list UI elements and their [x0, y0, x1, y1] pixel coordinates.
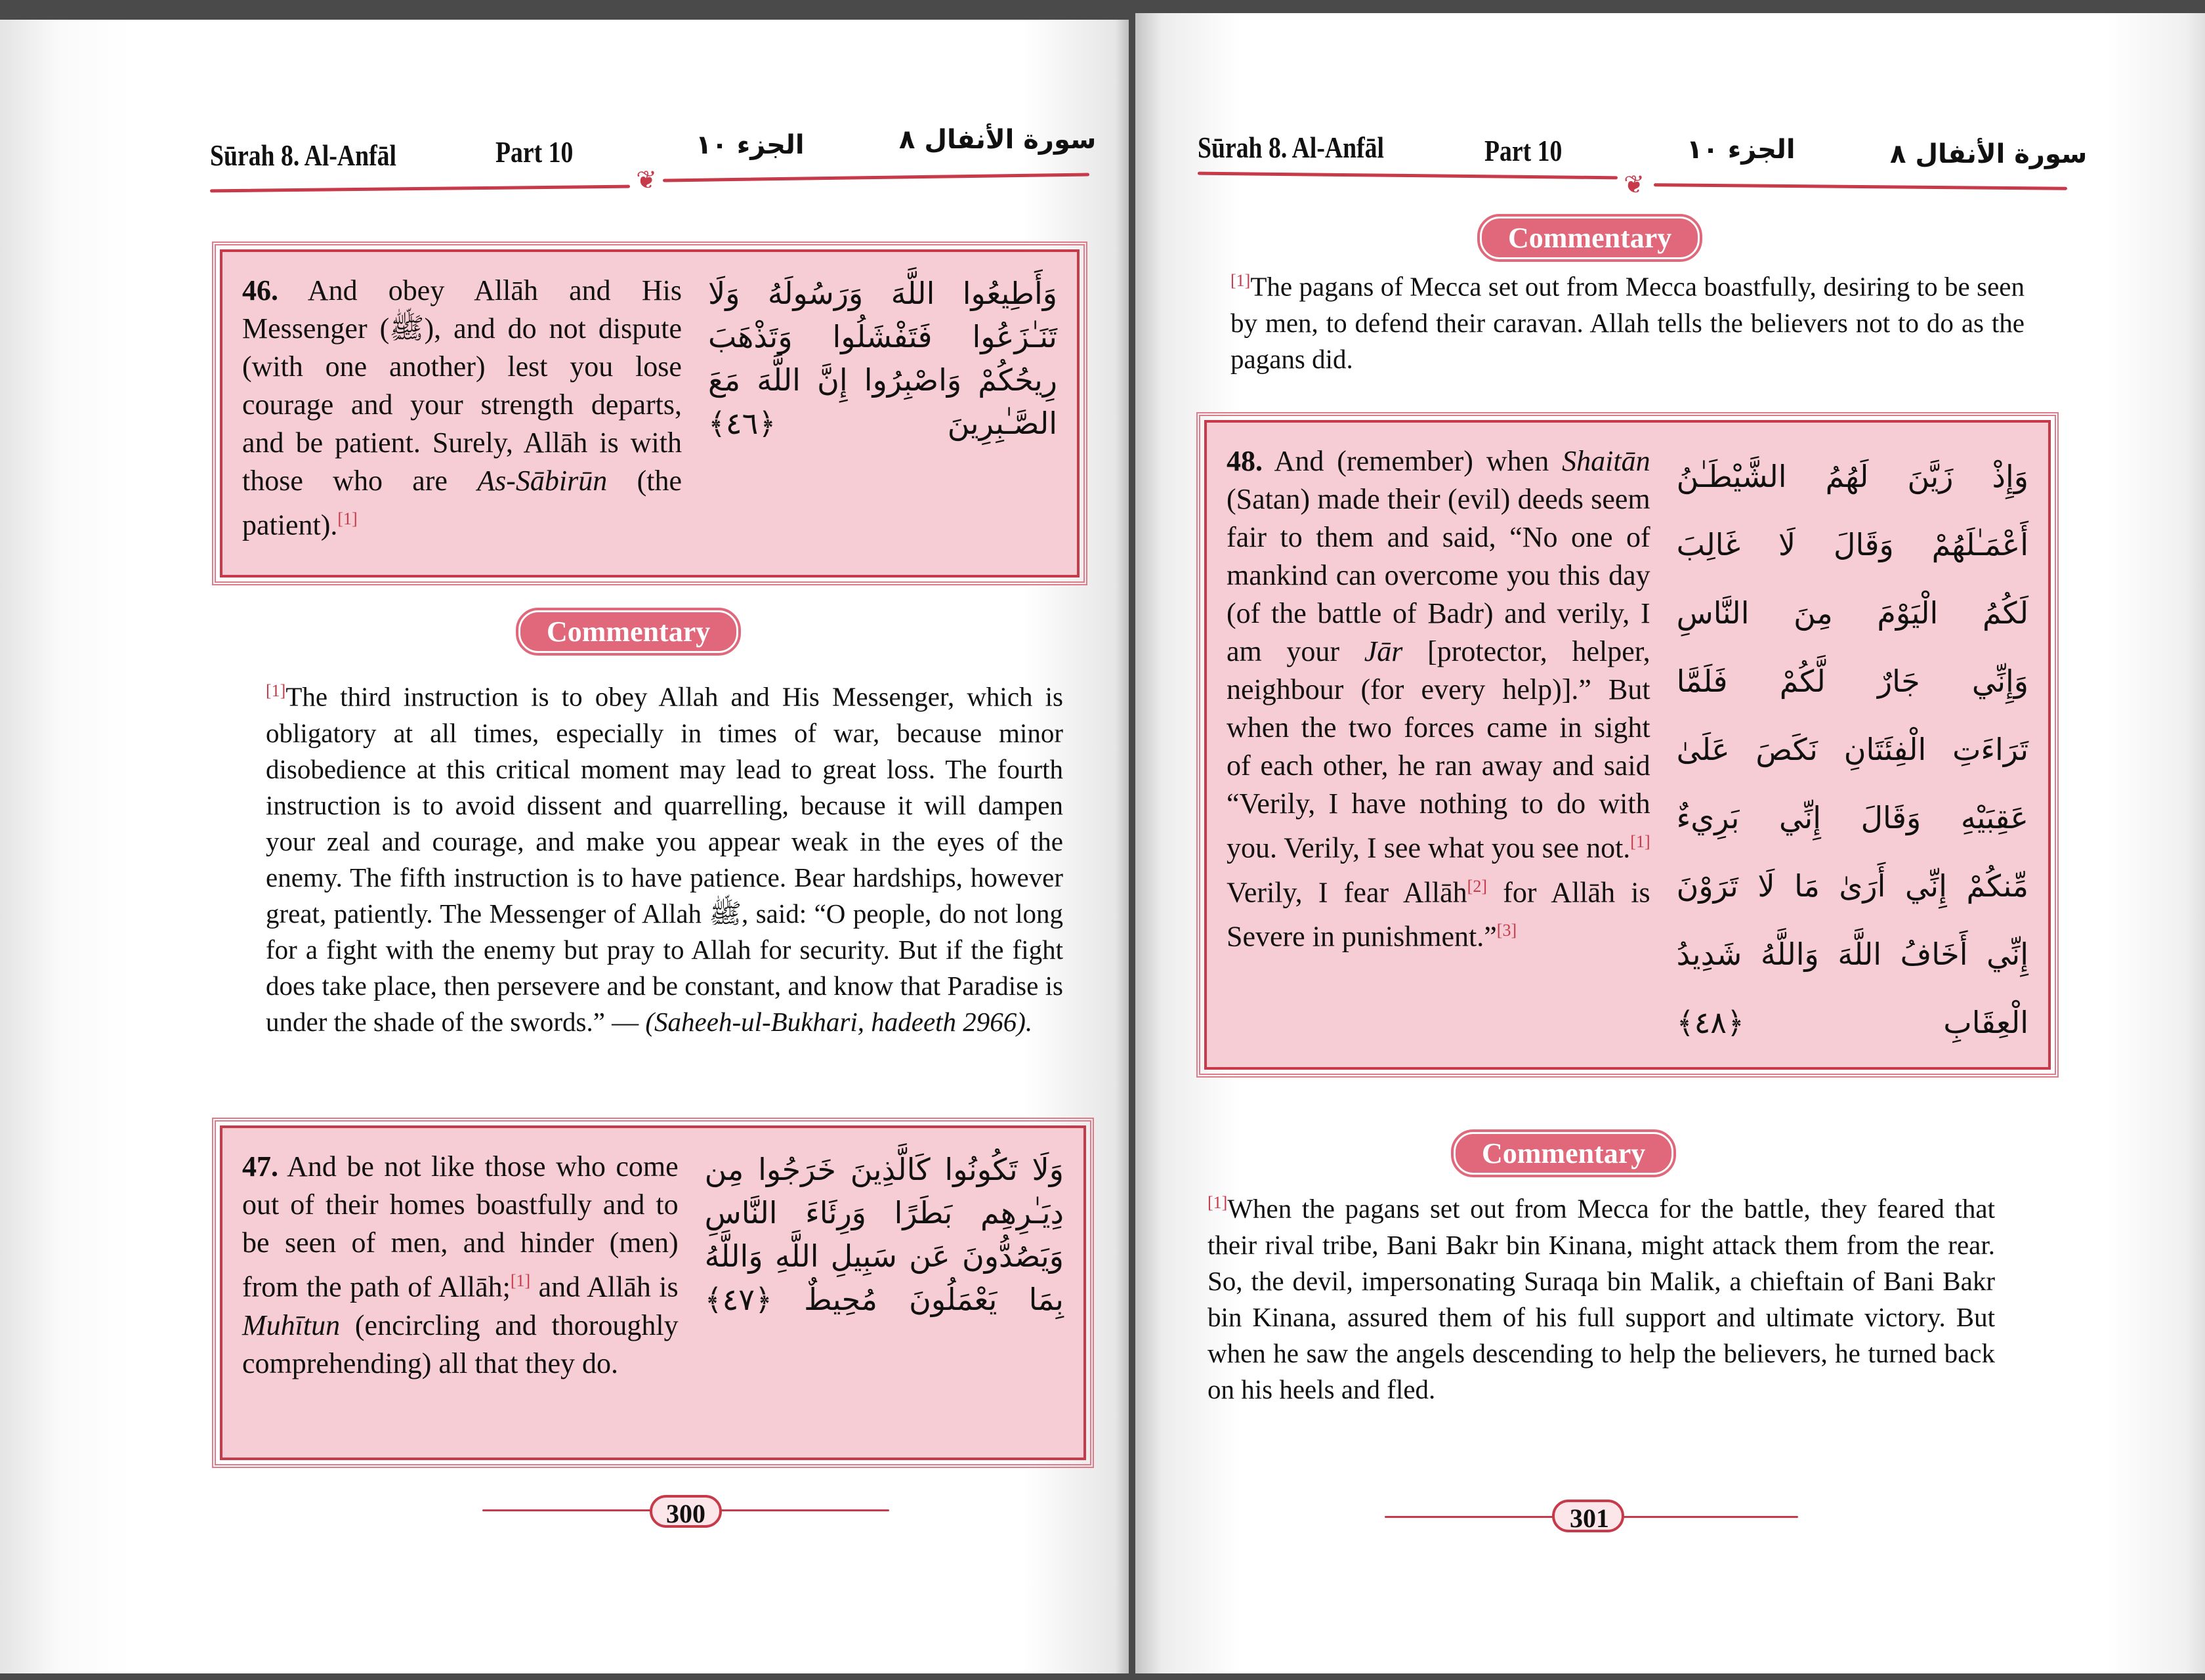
arabic-line: تَنَـٰزَعُوا فَتَفْشَلُوا وَتَذْهَبَ — [707, 319, 1057, 354]
verse-46-translation — [242, 272, 682, 555]
verse-48-arabic — [1677, 442, 2028, 1047]
header-surah: Sūrah 8. Al-Anfāl — [1198, 131, 1385, 164]
page-number: 301 — [1570, 1503, 1609, 1533]
text: And (remember) when — [1263, 445, 1563, 477]
text: (Satan) made their (evil) deeds seem fair to them and said, “No one of mankind can overcome you this day (of the battle of Badr) and verily, I am your — [1227, 483, 1650, 667]
text: Verily, I fear Allāh — [1227, 876, 1467, 909]
verse-47-arabic — [705, 1148, 1064, 1438]
text: And obey Allāh and His Messenger (ﷺ), and do not dispute (with one another) lest you lose courage and your strength departs, and be patient. Surely, Allāh is with those who are — [242, 274, 682, 497]
text: (encircling and thoroughly comprehending) all that they do. — [242, 1309, 679, 1379]
verse-47-box — [220, 1125, 1086, 1460]
verse-47-translation — [242, 1148, 679, 1438]
verse-number: 47. — [242, 1150, 278, 1183]
commentary-text-left — [266, 673, 1063, 1040]
arabic-line: دِيَـٰرِهِم بَطَرًا وَرِئَاءَ النَّاسِ — [704, 1195, 1064, 1230]
footnote-ref: [1] — [1230, 271, 1251, 290]
footnote-ref[interactable]: [1] — [510, 1271, 531, 1290]
verse-46-box — [220, 249, 1080, 578]
text: When the pagans set out from Mecca for the battle, they feared that their rival tribe, Bani Bakr bin Kinana, might attack them from the rear. So, the devil, impersonating Suraqa bin Malik, a chieftain of Bani Bakr bin Kinana, assured them of his full support and ultimate victory. But when he saw the angels descending to help the believers, he turned back on his heels and fled. — [1208, 1193, 1995, 1404]
arabic-line: وَإِذْ زَيَّنَ لَهُمُ الشَّيْطَـٰنُ — [1676, 459, 2028, 494]
header-part-ar: الجزء ١٠ — [1687, 135, 1796, 165]
arabic-line: إِنِّي أَخَافُ اللَّهَ وَاللَّهُ شَدِيدُ — [1676, 936, 2028, 972]
commentary-text-right-2 — [1208, 1185, 1995, 1408]
footnote-ref: [1] — [1208, 1193, 1228, 1212]
arabic-line: تَرَاءَتِ الْفِئَتَانِ نَكَصَ عَلَىٰ — [1676, 732, 2028, 767]
arabic-line: وَلَا تَكُونُوا كَالَّذِينَ خَرَجُوا مِن — [704, 1152, 1064, 1187]
header-part-ar: الجزء ١٠ — [696, 130, 805, 160]
source: (Saheeh-ul-Bukhari, hadeeth 2966). — [645, 1006, 1033, 1037]
header-ornament-icon: ❦ — [636, 167, 657, 194]
commentary-badge: Commentary — [1454, 1132, 1673, 1175]
commentary-badge: Commentary — [1480, 217, 1700, 259]
header-surah: Sūrah 8. Al-Anfāl — [210, 138, 397, 172]
text: [protector, helper, neighbour (for every help)].” But when the two forces came in sight of each other, he ran away and said “Verily, I have nothing to do with you. Verily, I see what you see not. — [1227, 635, 1650, 864]
footnote-ref[interactable]: [3] — [1496, 921, 1517, 940]
arabic-line: بِمَا يَعْمَلُونَ مُحِيطٌ ﴿٤٧﴾ — [704, 1282, 1064, 1317]
verse-46-arabic — [708, 272, 1057, 555]
arabic-line: الصَّـٰبِرِينَ ﴿٤٦﴾ — [707, 406, 1057, 441]
header-surah-ar: سورة الأنفال ٨ — [899, 125, 1097, 155]
verse-48-box — [1204, 420, 2051, 1070]
arabic-line: مِّنكُمْ إِنِّي أَرَىٰ مَا لَا تَرَوْنَ — [1676, 868, 2028, 904]
text: for Allāh is Severe in punishment.” — [1227, 876, 1650, 953]
footnote-ref[interactable]: [1] — [1630, 832, 1650, 851]
header-surah-ar: سورة الأنفال ٨ — [1890, 139, 2088, 169]
verse-number: 46. — [242, 274, 278, 306]
commentary-text-right-1 — [1230, 262, 2025, 377]
arabic-line: الْعِقَابِ ﴿٤٨﴾ — [1676, 1005, 2028, 1040]
text: (the patient). — [242, 465, 682, 541]
footnote-ref[interactable]: [2] — [1467, 876, 1487, 896]
verse-48-translation — [1227, 442, 1650, 1047]
commentary-badge: Commentary — [518, 610, 738, 653]
text: and Allāh is — [530, 1270, 679, 1303]
page-number: 300 — [666, 1499, 705, 1528]
footnote-ref[interactable]: [1] — [337, 509, 358, 528]
arabic-line: وَيَصُدُّونَ عَن سَبِيلِ اللَّهِ وَاللَّهُ — [704, 1238, 1064, 1274]
text: The pagans of Mecca set out from Mecca boastfully, desiring to be seen by men, to defend their caravan. Allah tells the believers not to do as the pagans did. — [1230, 271, 2025, 374]
text: And be not like those who come out of their homes boastfully and to be seen of men, and hinder (men) from the path of Allāh; — [242, 1150, 679, 1303]
text: Jār — [1364, 635, 1403, 667]
text: Shaitān — [1562, 445, 1650, 477]
arabic-line: لَكُمُ الْيَوْمَ مِنَ النَّاسِ — [1676, 595, 2028, 631]
header-part: Part 10 — [495, 135, 574, 169]
arabic-line: وَإِنِّي جَارٌ لَّكُمْ فَلَمَّا — [1676, 663, 2028, 699]
footnote-ref: [1] — [266, 681, 286, 700]
arabic-line: وَأَطِيعُوا اللَّهَ وَرَسُولَهُ وَلَا — [707, 276, 1057, 311]
text: Muhītun — [242, 1309, 341, 1341]
header-part: Part 10 — [1484, 134, 1563, 167]
text: The third instruction is to obey Allah and His Messenger, which is obligatory at all times, especially in times of war, because minor disobedience at this critical moment may lead to great loss. The fourth instruction is to avoid dissent and quarrelling, because it will dampen your zeal and courage, and make you appear weak in the eyes of the enemy. The fifth instruction is to have patience. Bear hardships, however great, patiently. The Messenger of Allah ﷺ, said: “O people, do not long for a fight with the enemy but pray to Allah for security. But if the fight does take place, then persevere and be constant, and know that Paradise is under the shade of the swords.” — — [266, 681, 1063, 1037]
header-ornament-icon: ❦ — [1624, 171, 1645, 199]
arabic-line: أَعْمَـٰلَهُمْ وَقَالَ لَا غَالِبَ — [1676, 527, 2028, 562]
arabic-line: عَقِبَيْهِ وَقَالَ إِنِّي بَرِيءٌ — [1676, 800, 2028, 835]
arabic-line: رِيحُكُمْ وَاصْبِرُوا إِنَّ اللَّهَ مَعَ — [707, 362, 1057, 398]
text: As-Sābirūn — [477, 465, 608, 497]
verse-number: 48. — [1227, 445, 1263, 477]
